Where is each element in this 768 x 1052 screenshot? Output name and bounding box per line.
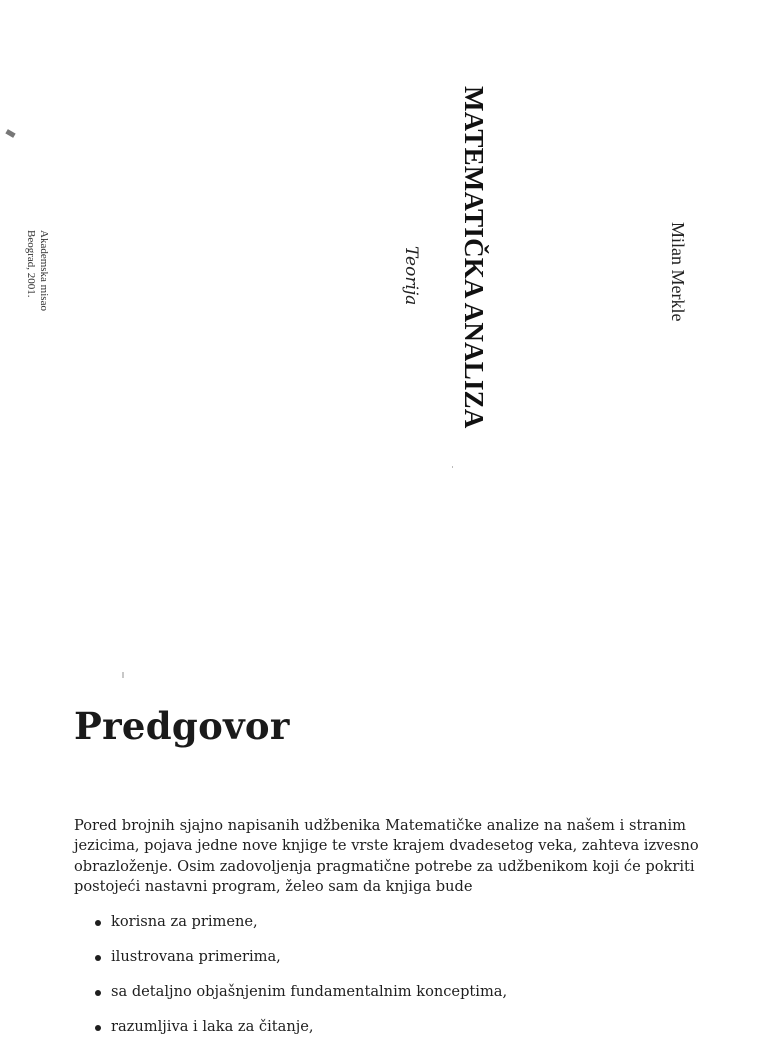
list-item-text: razumljiva i laka za čitanje, [111, 1018, 314, 1035]
bullet-icon [95, 990, 101, 996]
bullet-icon [95, 1025, 101, 1031]
paragraph-line: obrazloženje. Osim zadovoljenja pragmatične potrebe za udžbenikom koji će pokriti [74, 857, 695, 875]
list-item-text: ilustrovana primerima, [111, 948, 281, 965]
book-subtitle: Teorija [401, 246, 421, 306]
preface-heading: Predgovor [74, 704, 290, 748]
list-item [95, 982, 507, 1017]
bullet-icon [95, 920, 101, 926]
paragraph-line: jezicima, pojava jedne nove knjige te vrste krajem dvadesetog veka, zahteva izvesno [74, 837, 699, 855]
publisher-name: Akademska misao [38, 230, 50, 311]
publisher-block [24, 230, 50, 311]
scan-artifact [452, 466, 453, 468]
publication-place-year: Beograd, 2001. [25, 230, 37, 298]
list-item [95, 1017, 507, 1052]
paragraph-line: Pored brojnih sjajno napisanih udžbenika Matematičke analize na našem i stranim [74, 817, 686, 834]
goals-list [95, 912, 507, 1052]
preface-paragraph [74, 816, 699, 897]
list-item-text: korisna za primene, [111, 913, 258, 930]
list-item [95, 912, 507, 947]
list-item [95, 947, 507, 982]
paragraph-line: postojeći nastavni program, želeo sam da knjiga bude [74, 877, 473, 895]
book-author: Milan Merkle [668, 222, 688, 322]
book-title: MATEMATIČKA ANALIZA [459, 86, 489, 429]
scan-artifact [122, 672, 124, 678]
scan-artifact [5, 129, 15, 138]
list-item-text: sa detaljno objašnjenim fundamentalnim konceptima, [111, 983, 508, 1000]
bullet-icon [95, 955, 101, 961]
